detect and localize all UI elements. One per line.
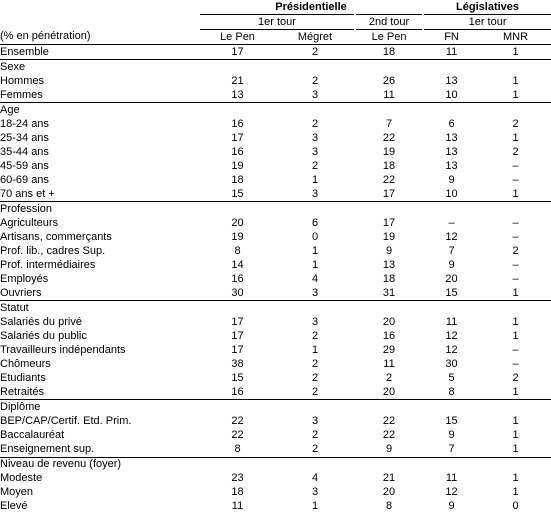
table-row [0,414,551,428]
row-label: Salariés du privé [0,315,82,328]
value-cell [423,60,480,75]
value-cell [275,60,355,75]
value-cell: 17 [382,216,396,229]
value-cell: 15 [231,371,244,384]
value-cell: 22 [382,414,396,427]
value-cell: 3 [311,88,319,101]
value-cell: – [512,272,519,285]
value-cell: 17 [382,187,396,200]
value-cell [355,457,423,472]
value-cell: 17 [231,131,244,144]
value-cell: 19 [231,230,244,243]
value-cell: 11 [445,315,458,328]
table-row [0,371,551,385]
section-label: Age [0,103,200,118]
round-header-pres-2: 2nd tour [355,15,423,30]
value-cell: 21 [382,472,396,485]
value-cell: 1 [512,88,519,101]
row-label: 45-59 ans [0,159,49,172]
table-row [0,486,551,500]
value-cell: 16 [231,272,244,285]
table-row [0,343,551,357]
value-cell: 22 [382,173,396,186]
value-cell: 4 [311,272,319,285]
section-row [0,202,551,217]
value-cell: 4 [311,472,319,485]
value-cell: 21 [231,74,244,87]
value-cell [275,400,355,415]
row-label: 25-34 ans [0,131,49,144]
value-cell: 2 [512,371,519,384]
value-cell: 17 [231,343,244,356]
section-row [0,400,551,415]
row-label: Enseignement sup. [0,442,95,455]
row-label: Employés [0,272,49,285]
value-cell [355,202,423,217]
value-cell [480,457,551,472]
value-cell [355,301,423,316]
value-cell: 2 [311,442,319,455]
value-cell [423,202,480,217]
header-corner-2 [0,15,200,30]
value-cell: 1 [311,500,319,513]
value-cell: 8 [234,442,241,455]
value-cell: – [512,343,519,356]
section-row [0,301,551,316]
value-cell: – [512,258,519,271]
value-cell: 16 [231,117,244,130]
section-label: Profession [0,202,200,217]
value-cell: 2 [311,329,319,342]
value-cell: 0 [512,500,519,513]
value-cell: 30 [231,286,244,299]
value-cell: 17 [231,315,244,328]
value-cell [355,60,423,75]
table-row [0,472,551,486]
value-cell: 1 [512,329,519,342]
table-row [0,442,551,457]
value-cell [480,202,551,217]
value-cell: 1 [512,74,519,87]
table-row [0,88,551,103]
value-cell: 3 [311,286,319,299]
value-cell: 8 [448,385,455,398]
section-row [0,103,551,118]
row-label: Agriculteurs [0,216,59,229]
value-cell: 19 [382,145,396,158]
value-cell: 1 [480,45,551,60]
value-cell: 6 [311,216,319,229]
value-cell: 2 [311,159,319,172]
value-cell: 26 [382,74,396,87]
value-cell: 1 [311,244,319,257]
section-row [0,45,551,60]
row-label: 60-69 ans [0,173,49,186]
table-row [0,74,551,88]
value-cell: 29 [382,343,396,356]
table-row [0,272,551,286]
value-cell: 2 [311,74,319,87]
value-cell: 3 [311,131,319,144]
row-label: Moyen [0,486,34,499]
value-cell: 12 [445,230,458,243]
value-cell: 13 [445,74,458,87]
column-header-megret: Mégret [297,30,333,43]
value-cell: – [512,173,519,186]
header-row-columns [0,30,551,45]
value-cell: 2 [512,117,519,130]
value-cell: 2 [311,117,319,130]
value-cell [275,202,355,217]
value-cell: 14 [231,258,244,271]
value-cell: 18 [355,45,423,60]
value-cell: 11 [423,45,480,60]
header-corner [0,0,200,15]
value-cell: 11 [445,472,458,485]
table-row [0,131,551,145]
row-label: Prof. intermédiaires [0,258,96,271]
table-row [0,315,551,329]
row-label: Travailleurs indépendants [0,343,126,356]
row-label: Etudiants [0,371,46,384]
header-row-groups [0,0,551,15]
value-cell: 20 [231,216,244,229]
row-label: Modeste [0,472,43,485]
column-header-le-pen-t2: Le Pen [371,30,407,43]
value-cell: – [512,216,519,229]
value-cell: 15 [445,414,458,427]
row-label: 35-44 ans [0,145,49,158]
value-cell: 20 [382,486,396,499]
table-row [0,258,551,272]
value-cell: 2 [311,385,319,398]
round-header-leg-1: 1er tour [423,15,551,30]
value-cell [480,400,551,415]
value-cell: 13 [231,88,244,101]
row-label: Baccalauréat [0,428,65,441]
value-cell: 1 [512,131,519,144]
value-cell: 38 [231,357,244,370]
value-cell: 15 [445,286,458,299]
table-row [0,145,551,159]
value-cell: 19 [382,230,396,243]
value-cell: 10 [445,187,458,200]
value-cell: 1 [311,173,319,186]
value-cell: 20 [382,315,396,328]
value-cell [275,457,355,472]
section-row [0,457,551,472]
value-cell: 2 [512,145,519,158]
value-cell: 13 [445,145,458,158]
value-cell [200,60,275,75]
value-cell: 1 [512,286,519,299]
value-cell [200,301,275,316]
value-cell: 12 [445,343,458,356]
row-label: 70 ans et + [0,187,55,200]
row-label-header: (% en pénétration) [0,30,91,43]
table-row [0,187,551,202]
value-cell: 2 [385,371,393,384]
value-cell [423,301,480,316]
row-label: Chômeurs [0,357,51,370]
section-label: Diplôme [0,400,200,415]
table-row [0,385,551,400]
value-cell: 23 [231,472,244,485]
row-label: Hommes [0,74,45,87]
table-row [0,230,551,244]
value-cell: 9 [385,244,393,257]
value-cell [355,103,423,118]
value-cell [200,103,275,118]
value-cell [200,457,275,472]
value-cell: 3 [311,414,319,427]
value-cell: – [448,216,455,229]
value-cell: 1 [311,343,319,356]
value-cell: 18 [382,159,396,172]
value-cell [275,103,355,118]
value-cell: 7 [448,442,455,455]
group-header-legislatives: Législatives [423,0,551,15]
row-label: Artisans, commerçants [0,230,112,243]
value-cell [355,400,423,415]
table-row [0,329,551,343]
value-cell: 9 [448,428,455,441]
value-cell: 18 [231,486,244,499]
value-cell: 20 [382,385,396,398]
value-cell: 6 [448,117,455,130]
value-cell: 13 [382,258,396,271]
value-cell: 12 [445,329,458,342]
value-cell: 30 [445,357,458,370]
row-label: Retraités [0,385,45,398]
value-cell: 7 [385,117,393,130]
value-cell: 22 [382,428,396,441]
value-cell: 16 [382,329,396,342]
value-cell: 16 [231,145,244,158]
group-header-presidentielle: Présidentielle [200,0,423,15]
table-row [0,428,551,442]
value-cell: 3 [311,315,319,328]
value-cell [480,301,551,316]
value-cell: 8 [385,500,393,513]
section-label: Sexe [0,60,200,75]
section-label: Niveau de revenu (foyer) [0,457,200,472]
value-cell: 2 [311,428,319,441]
value-cell: 31 [382,286,396,299]
column-header-mnr: MNR [503,30,529,43]
value-cell: 22 [382,131,396,144]
section-label: Statut [0,301,200,316]
value-cell: 5 [448,371,455,384]
value-cell [480,60,551,75]
value-cell: 20 [445,272,458,285]
value-cell: 17 [200,45,275,60]
value-cell: 12 [445,486,458,499]
value-cell: 3 [311,187,319,200]
value-cell: 9 [448,173,455,186]
value-cell: – [512,230,519,243]
table-row [0,159,551,173]
value-cell: 11 [231,500,244,513]
value-cell: 17 [231,329,244,342]
row-label: Prof. lib., cadres Sup. [0,244,106,257]
round-header-pres-1: 1er tour [200,15,355,30]
value-cell: 1 [512,385,519,398]
column-header-fn: FN [444,30,459,43]
value-cell [423,457,480,472]
value-cell: 3 [311,145,319,158]
value-cell [200,400,275,415]
value-cell [200,202,275,217]
value-cell: 3 [311,486,319,499]
table-row [0,500,551,514]
value-cell: 9 [448,500,455,513]
value-cell [423,400,480,415]
value-cell [275,301,355,316]
value-cell: 9 [385,442,393,455]
value-cell: – [512,357,519,370]
header-row-rounds [0,15,551,30]
table-row [0,117,551,131]
table-row [0,357,551,371]
row-label: Ouvriers [0,286,42,299]
value-cell: 13 [445,131,458,144]
value-cell: – [512,159,519,172]
value-cell: 2 [311,357,319,370]
row-label: 18-24 ans [0,117,49,130]
value-cell: 2 [311,371,319,384]
table-row [0,286,551,301]
value-cell: 15 [231,187,244,200]
value-cell: 11 [383,88,395,101]
value-cell: 1 [311,258,319,271]
table-row [0,216,551,230]
value-cell: 0 [311,230,319,243]
value-cell: 13 [445,159,458,172]
row-label: BEP/CAP/Certif. Etd. Prim. [0,414,132,427]
column-header-le-pen-t1: Le Pen [220,30,255,43]
value-cell: 1 [512,472,519,485]
value-cell: 18 [231,173,244,186]
section-label: Ensemble [0,45,200,60]
value-cell: 10 [445,88,458,101]
value-cell: 18 [382,272,396,285]
table-row [0,244,551,258]
value-cell [480,103,551,118]
value-cell: 22 [231,414,244,427]
value-cell: 19 [231,159,244,172]
value-cell: 1 [512,315,519,328]
value-cell: 1 [512,414,519,427]
row-label: Elevé [0,500,28,513]
row-label: Salariés du public [0,329,87,342]
value-cell [423,103,480,118]
value-cell: 2 [512,244,519,257]
value-cell: 7 [448,244,455,257]
table-row [0,173,551,187]
value-cell: 16 [231,385,244,398]
table-body [0,45,551,514]
value-cell: 1 [512,187,519,200]
row-label: Femmes [0,88,43,101]
value-cell: 1 [512,428,519,441]
section-row [0,60,551,75]
value-cell: 2 [275,45,355,60]
value-cell: 22 [231,428,244,441]
value-cell: 1 [512,442,519,455]
value-cell: 1 [512,486,519,499]
value-cell: 11 [383,357,395,370]
value-cell: 9 [448,258,455,271]
value-cell: 8 [234,244,241,257]
